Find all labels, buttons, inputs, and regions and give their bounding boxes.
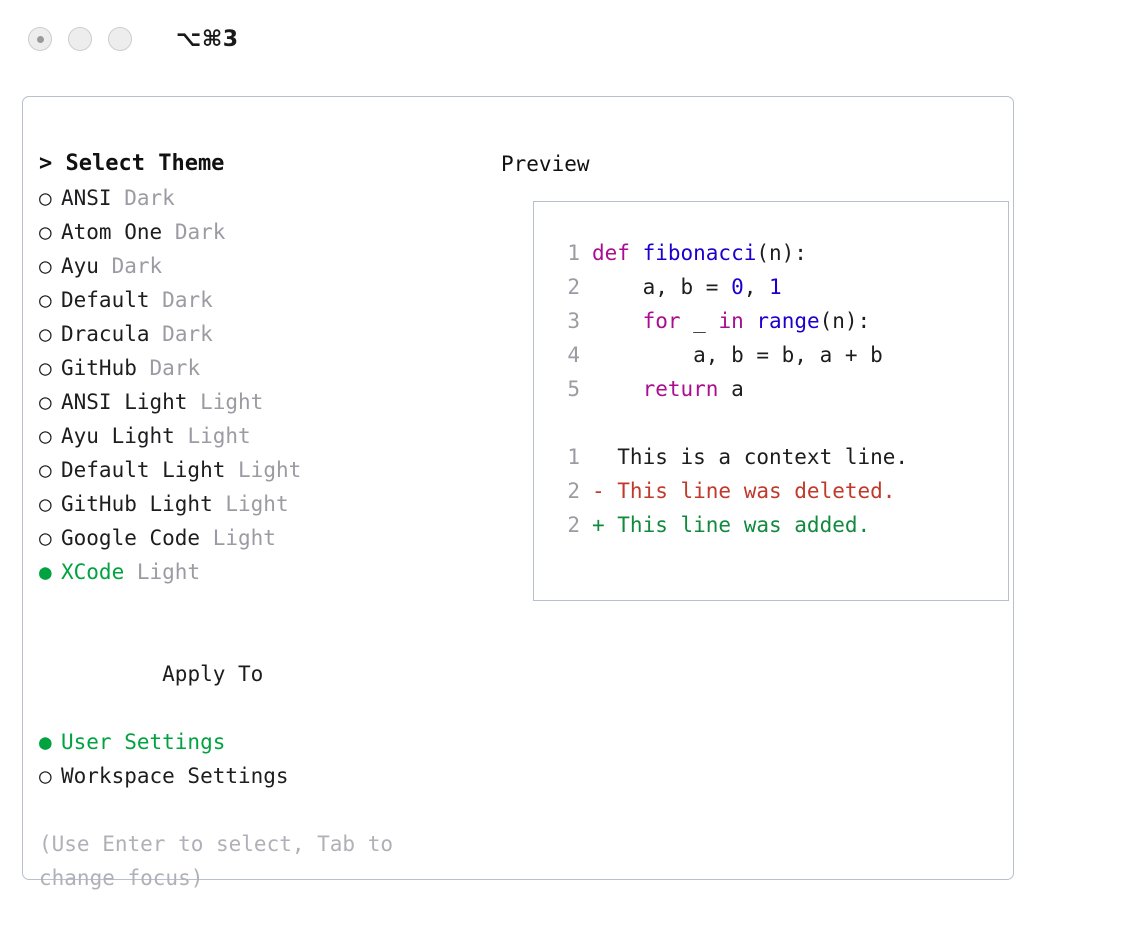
theme-selector-panel <box>22 96 1014 890</box>
code-token <box>744 309 757 333</box>
theme-name: Google Code <box>61 526 201 550</box>
preview-column <box>501 147 1001 537</box>
theme-option-ayu[interactable] <box>39 249 489 283</box>
code-token: + This line was added. <box>592 513 871 537</box>
apply-to-option-user-settings[interactable] <box>39 725 489 759</box>
theme-name: XCode <box>61 560 125 584</box>
theme-option-google-code[interactable] <box>39 521 489 555</box>
theme-name: Default <box>61 288 150 312</box>
theme-name-gap <box>150 322 163 346</box>
theme-name: Default Light <box>61 458 226 482</box>
preview-code-box <box>533 201 1009 601</box>
theme-name-gap <box>225 458 238 482</box>
theme-name: ANSI Light <box>61 390 188 414</box>
theme-name: Atom One <box>61 220 163 244</box>
theme-list-column <box>39 147 489 895</box>
theme-variant: Dark <box>111 254 163 278</box>
code-token: 1 <box>769 275 782 299</box>
theme-name-gap <box>112 186 125 210</box>
theme-variant: Dark <box>174 220 226 244</box>
code-token: return <box>642 377 719 401</box>
theme-option-github-light[interactable] <box>39 487 489 521</box>
code-token: - This line was deleted. <box>592 479 896 503</box>
theme-name: Ayu Light <box>61 424 175 448</box>
code-line <box>552 508 990 542</box>
diff-sample <box>552 440 990 542</box>
radio-unselected-icon: ○ <box>39 356 52 380</box>
apply-to-option-workspace-settings[interactable] <box>39 759 489 793</box>
radio-selected-icon: ● <box>39 560 52 584</box>
line-number: 5 <box>567 377 580 401</box>
code-token: for <box>642 309 681 333</box>
apply-to-spacer <box>140 657 162 691</box>
keyboard-hint: (Use Enter to select, Tab to change focus) <box>39 832 394 890</box>
theme-variant: Dark <box>162 288 213 312</box>
radio-selected-icon: ● <box>39 730 52 754</box>
code-token: 0 <box>731 275 744 299</box>
radio-unselected-icon: ○ <box>39 220 52 244</box>
code-line <box>552 270 990 304</box>
code-token: (n): <box>819 309 871 333</box>
theme-variant: Light <box>200 390 264 414</box>
theme-name: ANSI <box>61 186 112 210</box>
code-token: in <box>718 309 744 333</box>
theme-variant: Dark <box>124 186 175 210</box>
theme-option-xcode[interactable] <box>39 555 489 589</box>
window-zoom-button[interactable] <box>108 27 132 51</box>
theme-option-default-light[interactable] <box>39 453 489 487</box>
radio-unselected-icon: ○ <box>39 424 52 448</box>
code-line <box>552 372 990 406</box>
select-theme-title: > Select Theme <box>39 151 225 176</box>
code-line <box>552 338 990 372</box>
theme-list <box>39 181 489 589</box>
code-token: range <box>756 309 820 333</box>
theme-name-gap <box>137 356 150 380</box>
code-token: fibonacci <box>642 241 757 265</box>
apply-to-options <box>39 725 489 793</box>
radio-unselected-icon: ○ <box>39 322 52 346</box>
theme-option-atom-one[interactable] <box>39 215 489 249</box>
theme-variant: Light <box>238 458 302 482</box>
radio-unselected-icon: ○ <box>39 492 52 516</box>
theme-name-gap <box>175 424 188 448</box>
code-token: a <box>718 377 744 401</box>
radio-unselected-icon: ○ <box>39 764 52 788</box>
line-number: 2 <box>567 513 580 537</box>
theme-option-default[interactable] <box>39 283 489 317</box>
radio-unselected-icon: ○ <box>39 458 52 482</box>
line-number: 1 <box>567 445 580 469</box>
close-dot-inner <box>37 36 44 43</box>
theme-variant: Dark <box>162 322 213 346</box>
code-token <box>592 377 643 401</box>
line-number: 1 <box>567 241 580 265</box>
line-number: 2 <box>567 275 580 299</box>
theme-variant: Light <box>136 560 201 584</box>
preview-title: Preview <box>501 152 590 176</box>
theme-name: Ayu <box>61 254 99 278</box>
theme-option-dracula[interactable] <box>39 317 489 351</box>
radio-unselected-icon: ○ <box>39 390 52 414</box>
code-token <box>592 309 643 333</box>
theme-variant: Light <box>187 424 251 448</box>
theme-name-gap <box>150 288 163 312</box>
theme-variant: Light <box>225 492 289 516</box>
theme-option-ayu-light[interactable] <box>39 419 489 453</box>
theme-name-gap <box>213 492 226 516</box>
apply-to-title <box>39 623 489 725</box>
window-minimize-button[interactable] <box>68 27 92 51</box>
theme-option-ansi-light[interactable] <box>39 385 489 419</box>
apply-to-label: Apply To <box>162 662 264 686</box>
radio-unselected-icon: ○ <box>39 186 52 210</box>
code-diff-spacer <box>552 406 990 440</box>
window-close-button[interactable] <box>28 27 52 51</box>
theme-name-gap <box>124 560 137 584</box>
code-sample <box>552 236 990 406</box>
radio-unselected-icon: ○ <box>39 526 52 550</box>
theme-option-github[interactable] <box>39 351 489 385</box>
theme-name-gap <box>162 220 175 244</box>
code-line <box>552 304 990 338</box>
line-number: 4 <box>567 343 580 367</box>
apply-to-option-label: Workspace Settings <box>61 764 289 788</box>
window-titlebar <box>0 0 1140 78</box>
theme-name-gap <box>99 254 112 278</box>
theme-name-gap <box>187 390 200 414</box>
apply-to-option-label: User Settings <box>61 730 226 754</box>
keyboard-shortcut-label: ⌥⌘3 <box>176 26 239 52</box>
theme-variant: Dark <box>149 356 201 380</box>
theme-name: Dracula <box>61 322 150 346</box>
code-line <box>552 474 990 508</box>
theme-option-ansi[interactable] <box>39 181 489 215</box>
code-token: a, b = <box>592 275 732 299</box>
code-token: def <box>592 241 643 265</box>
code-token: a, b = b, a + b <box>592 343 883 367</box>
theme-variant: Light <box>212 526 276 550</box>
line-number: 2 <box>567 479 580 503</box>
theme-name-gap <box>200 526 213 550</box>
radio-unselected-icon: ○ <box>39 288 52 312</box>
code-line <box>552 440 990 474</box>
code-token: _ <box>680 309 719 333</box>
theme-name: GitHub <box>61 356 137 380</box>
line-number: 3 <box>567 309 580 333</box>
radio-unselected-icon: ○ <box>39 254 52 278</box>
theme-name: GitHub Light <box>61 492 213 516</box>
code-token: This is a context line. <box>592 445 909 469</box>
code-line <box>552 236 990 270</box>
code-token: , <box>743 275 770 299</box>
code-token: (n): <box>756 241 807 265</box>
